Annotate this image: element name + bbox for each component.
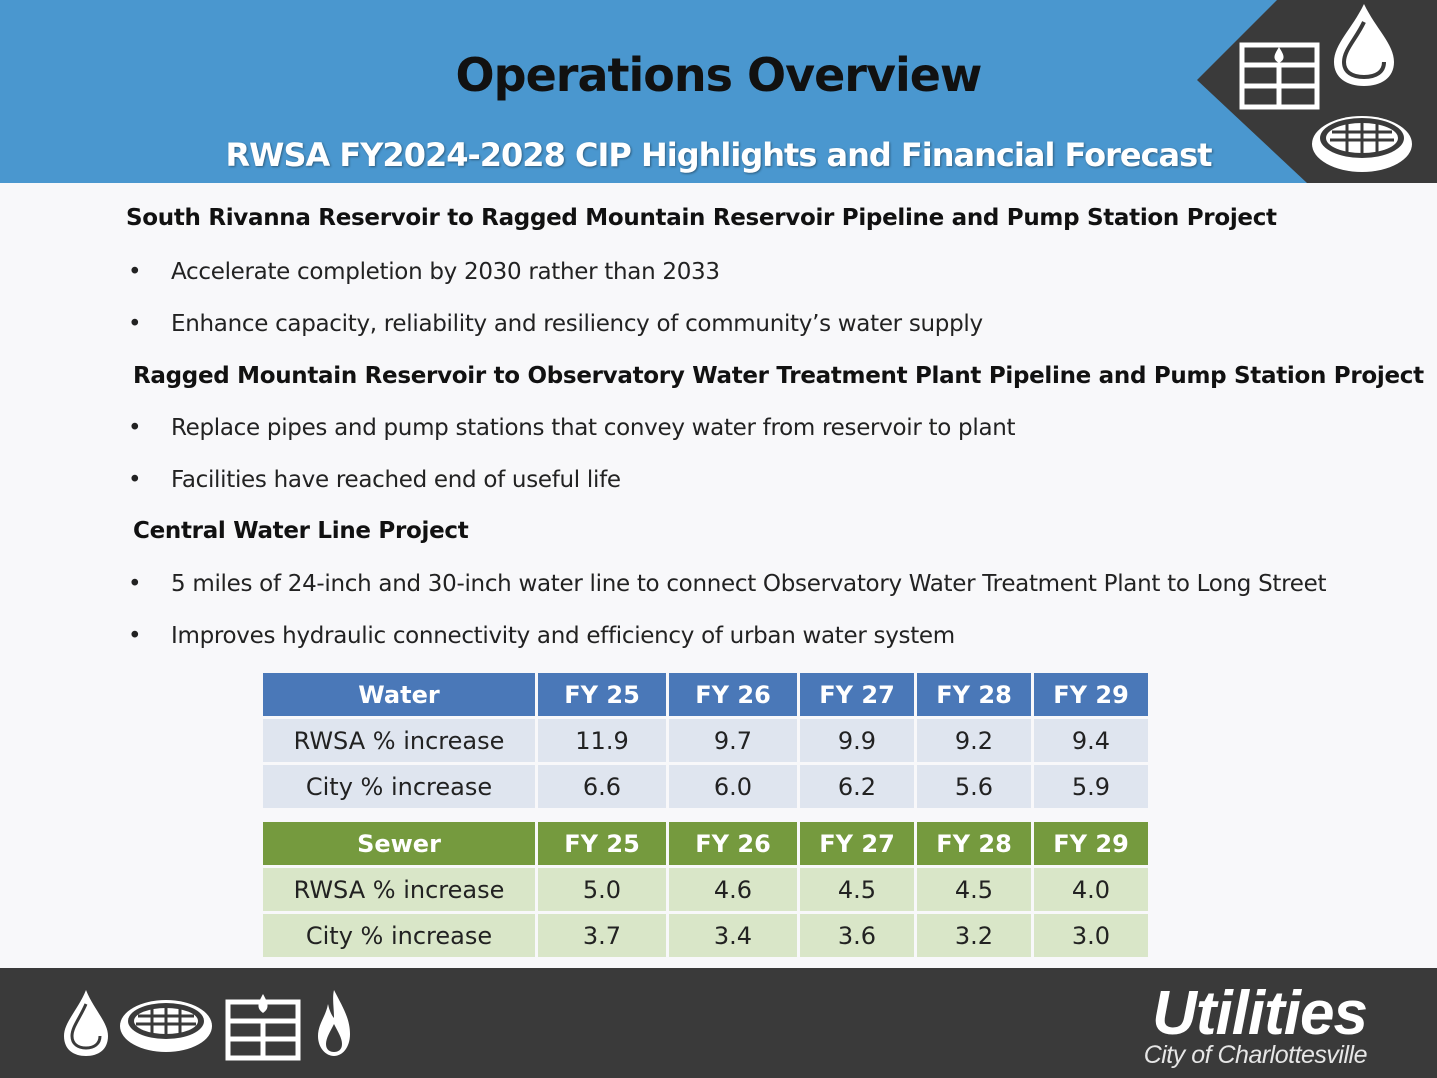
table-header-cell: FY 26	[669, 673, 797, 716]
table-cell: 6.2	[800, 765, 914, 808]
manhole-cover-icon	[1312, 116, 1412, 172]
corner-icon-panel	[1197, 0, 1437, 183]
table-cell: 9.2	[917, 719, 1031, 762]
table-header-cell: FY 26	[669, 822, 797, 865]
table-header-cell: FY 29	[1034, 673, 1148, 716]
table-cell: 3.2	[917, 914, 1031, 957]
table-header-cell: FY 28	[917, 822, 1031, 865]
table-cell: 4.0	[1034, 868, 1148, 911]
table-cell: 5.9	[1034, 765, 1148, 808]
sewer-rate-table	[260, 819, 1151, 960]
table-cell: 9.9	[800, 719, 914, 762]
table-cell: 4.6	[669, 868, 797, 911]
table-cell: 3.4	[669, 914, 797, 957]
table-cell: RWSA % increase	[263, 719, 535, 762]
table-header-row	[263, 673, 1148, 716]
table-header-row	[263, 822, 1148, 865]
table-cell: 5.0	[538, 868, 666, 911]
section-heading: Ragged Mountain Reservoir to Observatory Water Treatment Plant Pipeline and Pump Station Project	[133, 363, 1424, 389]
manhole-cover-icon	[120, 1000, 212, 1052]
table-cell: 5.6	[917, 765, 1031, 808]
table-row	[263, 719, 1148, 762]
table-row	[263, 765, 1148, 808]
table-cell: City % increase	[263, 765, 535, 808]
page-title: Operations Overview	[455, 48, 982, 102]
header-banner	[0, 0, 1437, 183]
footer-bar	[0, 968, 1437, 1078]
table-cell: 4.5	[917, 868, 1031, 911]
section-heading: South Rivanna Reservoir to Ragged Mountain Reservoir Pipeline and Pump Station Project	[126, 205, 1277, 231]
table-header-cell: FY 27	[800, 822, 914, 865]
table-cell: RWSA % increase	[263, 868, 535, 911]
water-rate-table	[260, 670, 1151, 811]
table-cell: 6.6	[538, 765, 666, 808]
water-meter-icon	[228, 994, 298, 1058]
section-heading: Central Water Line Project	[133, 518, 469, 544]
table-header-cell: FY 28	[917, 673, 1031, 716]
table-cell: 3.0	[1034, 914, 1148, 957]
gas-flame-icon	[318, 990, 350, 1056]
table-header-cell: Sewer	[263, 822, 535, 865]
footer-icons	[60, 986, 360, 1061]
brand-name: Utilities	[1152, 979, 1367, 1048]
table-header-cell: FY 25	[538, 673, 666, 716]
table-cell: 3.7	[538, 914, 666, 957]
brand-logo	[1144, 978, 1367, 1070]
table-row	[263, 868, 1148, 911]
page-subtitle: RWSA FY2024-2028 CIP Highlights and Financial Forecast	[225, 136, 1212, 174]
water-drop-icon	[64, 990, 108, 1056]
table-header-cell: Water	[263, 673, 535, 716]
table-header-cell: FY 27	[800, 673, 914, 716]
table-cell: City % increase	[263, 914, 535, 957]
table-cell: 11.9	[538, 719, 666, 762]
table-row	[263, 914, 1148, 957]
table-header-cell: FY 25	[538, 822, 666, 865]
brand-subtitle: City of Charlottesville	[1143, 1041, 1367, 1069]
table-cell: 6.0	[669, 765, 797, 808]
table-header-cell: FY 29	[1034, 822, 1148, 865]
table-cell: 9.7	[669, 719, 797, 762]
table-cell: 4.5	[800, 868, 914, 911]
table-cell: 3.6	[800, 914, 914, 957]
table-cell: 9.4	[1034, 719, 1148, 762]
